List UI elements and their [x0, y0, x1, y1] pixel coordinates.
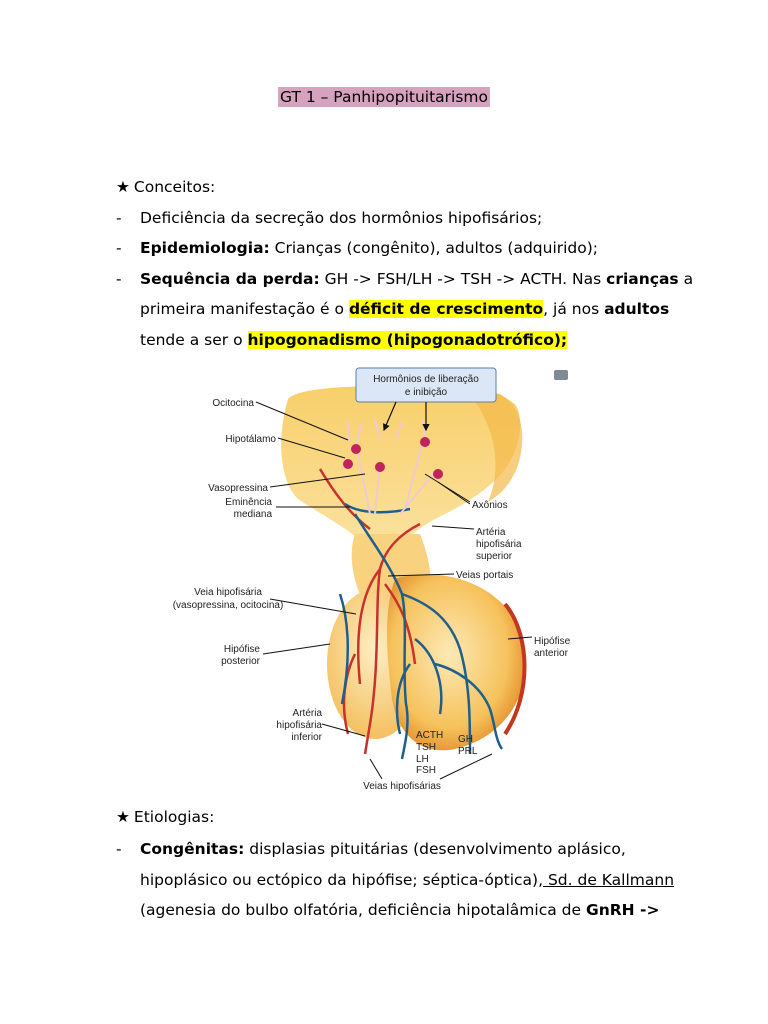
label-gh: GH: [458, 734, 473, 745]
label-arteria-superior-2: hipofisária: [476, 539, 522, 550]
dash-bullet: -: [116, 209, 122, 227]
concepts-item-3-line-2: [140, 300, 669, 318]
label-hipofise-posterior-2: posterior: [221, 656, 260, 667]
etiology-item-1-line-2: [140, 871, 674, 889]
first-manifestation-text: primeira manifestação é o: [140, 300, 349, 318]
concepts-item-3: [116, 270, 693, 288]
label-veias-hipofisarias: Veias hipofisárias: [363, 781, 441, 792]
tends-text: tende a ser o: [140, 331, 248, 349]
label-hipofise-posterior-1: Hipófise: [223, 644, 260, 655]
hormone-box-line-1: Hormônios de liberação: [373, 374, 479, 385]
label-prl: PRL: [458, 746, 478, 757]
kallmann-link[interactable]: Sd. de Kallmann: [543, 871, 675, 889]
label-veia-hipofisaria-1: Veia hipofisária: [194, 587, 262, 598]
star-icon: ★: [116, 808, 130, 826]
label-ocitocina: Ocitocina: [212, 398, 254, 409]
label-arteria-superior-1: Artéria: [476, 527, 506, 538]
gnrh-bold: GnRH ->: [585, 901, 660, 919]
epidemiology-label: Epidemiologia:: [140, 239, 270, 257]
etiology-item-1: [116, 840, 626, 858]
dash-bullet: -: [116, 239, 122, 257]
sequence-text-end: a: [678, 270, 694, 288]
sequence-label: Sequência da perda:: [140, 270, 320, 288]
etiology-item-1-line-3: [140, 901, 659, 919]
etiology-heading-text: Etiologias:: [133, 808, 215, 826]
label-fsh: FSH: [416, 765, 436, 776]
label-lh: LH: [416, 754, 429, 765]
sequence-text: GH -> FSH/LH -> TSH -> ACTH. Nas: [319, 270, 607, 288]
page-title: [0, 88, 768, 106]
label-arteria-inferior-1: Artéria: [292, 708, 322, 719]
congenital-line-3-text: (agenesia do bulbo olfatória, deficiência hipotalâmica de: [140, 901, 586, 919]
label-veia-hipofisaria-2: (vasopressina, ocitocina): [172, 600, 284, 611]
label-mediana: mediana: [233, 509, 272, 520]
section-concepts-heading: [116, 178, 215, 196]
label-acth: ACTH: [416, 730, 444, 741]
figure-expand-icon[interactable]: [554, 370, 568, 380]
adults-bold: adultos: [604, 300, 670, 318]
label-arteria-inferior-3: inferior: [291, 732, 322, 743]
section-etiology-heading: [116, 808, 214, 826]
label-hipofise-anterior-2: anterior: [534, 648, 568, 659]
congenital-text: displasias pituitárias (desenvolvimento aplásico,: [244, 840, 626, 858]
congenital-line-2-text: hipoplásico ou ectópico da hipófise; séptica-óptica),: [140, 871, 544, 889]
concepts-item-2: [116, 239, 598, 257]
label-veias-portais: Veias portais: [456, 570, 514, 581]
growth-deficit-highlight: déficit de crescimento: [348, 300, 544, 318]
concepts-item-1-text: Deficiência da secreção dos hormônios hipofisários;: [140, 209, 543, 227]
concepts-item-1: [116, 209, 542, 227]
label-arteria-inferior-2: hipofisária: [276, 720, 322, 731]
label-arteria-superior-3: superior: [476, 551, 513, 562]
dash-bullet: -: [116, 270, 122, 288]
label-tsh: TSH: [416, 742, 436, 753]
adults-prefix: , já nos: [543, 300, 605, 318]
label-vasopressina: Vasopressina: [208, 483, 268, 494]
congenital-label: Congênitas:: [140, 840, 245, 858]
label-hipofise-anterior-1: Hipófise: [534, 636, 571, 647]
star-icon: ★: [116, 178, 130, 196]
label-hipotalamo: Hipotálamo: [225, 434, 276, 445]
children-bold: crianças: [606, 270, 679, 288]
label-eminencia: Eminência: [225, 497, 272, 508]
concepts-heading-text: Conceitos:: [133, 178, 216, 196]
hypogonadism-highlight: hipogonadismo (hipogonadotrófico);: [247, 331, 568, 349]
concepts-item-3-line-3: [140, 331, 567, 349]
pituitary-figure: [170, 364, 590, 796]
hormone-box-line-2: e inibição: [404, 387, 448, 398]
label-axonios: Axônios: [472, 500, 508, 511]
title-text: GT 1 – Panhipopituitarismo: [279, 88, 488, 106]
dash-bullet: -: [116, 840, 122, 858]
epidemiology-text: Crianças (congênito), adultos (adquirido);: [269, 239, 599, 257]
